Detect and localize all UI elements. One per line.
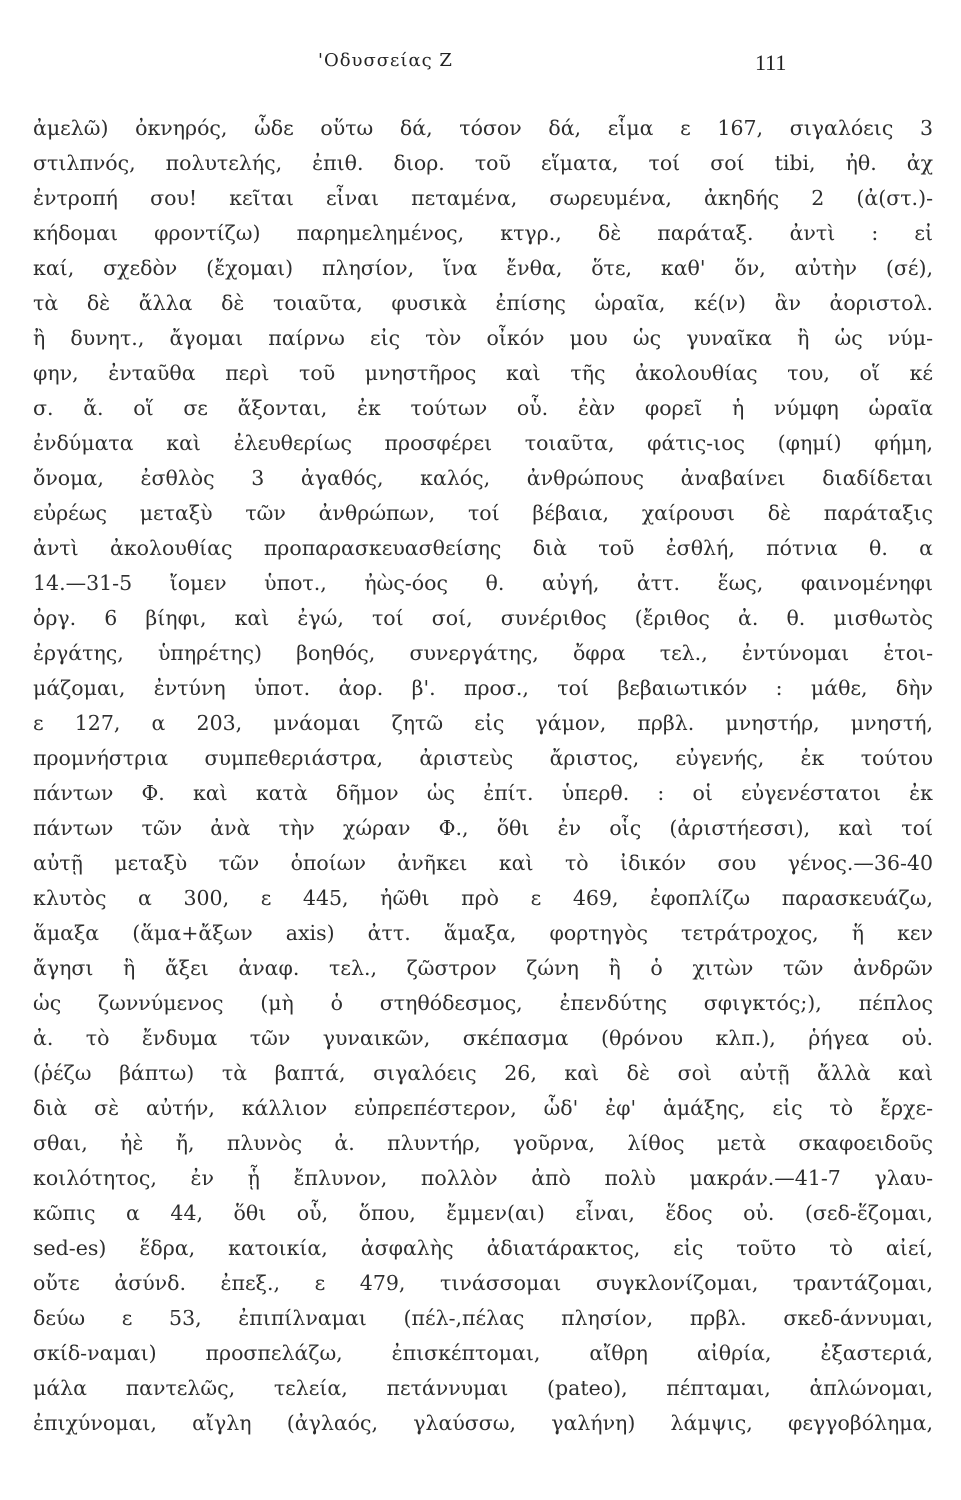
- text-line: ἐπιχύνομαι, αἴγλη (ἀγλαός, γλαύσσω, γαλήνη) λάμψις, φεγγοβόλημα,: [33, 1411, 933, 1435]
- text-line: σ. ἄ. οἵ σε ἄξονται, ἐκ τούτων οὗ. ἐὰν φορεῖ ἡ νύμφη ὡραῖα: [33, 396, 933, 420]
- text-line: αὐτῇ μεταξὺ τῶν ὁποίων ἀνῆκει καὶ τὸ ἰδικόν σου γένος.—36-40: [33, 851, 933, 875]
- text-line: ὡς ζωννύμενος (μὴ ὁ στηθόδεσμος, ἐπενδύτης σφιγκτός;), πέπλος: [33, 991, 933, 1015]
- text-line: 14.—31-5 ἴομεν ὑποτ., ἠὼς-όος θ. αὐγή, ἀττ. ἕως, φαινομένηφι: [33, 571, 933, 595]
- text-line: ὀργ. 6 βίηφι, καὶ ἐγώ, τοί σοί, συνέριθος (ἔριθος ἀ. θ. μισθωτὸς: [33, 606, 933, 630]
- text-line: πάντων τῶν ἀνὰ τὴν χώραν Φ., ὅθι ἐν οἷς (ἀριστήεσσι), καὶ τοί: [33, 816, 933, 840]
- text-line: (ῥέζω βάπτω) τὰ βαπτά, σιγαλόεις 26, καὶ δὲ σοὶ αὐτῇ ἄλλὰ καὶ: [33, 1061, 933, 1085]
- text-line: ἅμαξα (ἅμα+ἄξων axis) ἀττ. ἅμαξα, φορτηγὸς τετράτροχος, ἥ κεν: [33, 921, 933, 945]
- text-line: κλυτὸς α 300, ε 445, ἠῶθι πρὸ ε 469, ἐφοπλίζω παρασκευάζω,: [33, 886, 933, 910]
- text-line: ἀντὶ ἀκολουθίας προπαρασκευασθείσης διὰ τοῦ ἐσθλή, πότνια θ. α: [33, 536, 933, 560]
- text-line: μάζομαι, ἐντύνη ὑποτ. ἀορ. β'. προσ., τοί βεβαιωτικόν : μάθε, δὴν: [33, 676, 933, 700]
- text-line: φην, ἐνταῦθα περὶ τοῦ μνηστῆρος καὶ τῆς ἀκολουθίας του, οἵ κέ: [33, 361, 933, 385]
- text-line: στιλπνός, πολυτελής, ἐπιθ. διορ. τοῦ εἵματα, τοί σοί tibi, ἠθ. ἀχ: [33, 151, 933, 175]
- text-line: εὐρέως μεταξὺ τῶν ἀνθρώπων, τοί βέβαια, χαίρουσι δὲ παράταξις: [33, 501, 933, 525]
- text-line: δεύω ε 53, ἐπιπίλναμαι (πέλ-,πέλας πλησίον, πρβλ. σκεδ-άννυμαι,: [33, 1306, 933, 1330]
- text-line: καί, σχεδὸν (ἔχομαι) πλησίον, ἵνα ἔνθα, ὅτε, καθ' ὅν, αὐτὴν (σέ),: [33, 256, 933, 280]
- text-line: κῶπις α 44, ὅθι οὗ, ὅπου, ἔμμεν(αι) εἶναι, ἕδος οὐ. (σεδ-ἕζομαι,: [33, 1201, 933, 1225]
- text-line: διὰ σὲ αὐτήν, κάλλιον εὐπρεπέστερον, ὧδ' ἐφ' ἁμάξης, εἰς τὸ ἔρχε-: [33, 1096, 933, 1120]
- running-title: 'Οδυσσείας Ζ: [318, 50, 453, 71]
- text-line: τὰ δὲ ἄλλα δὲ τοιαῦτα, φυσικὰ ἐπίσης ὡραῖα, κέ(ν) ἂν ἀοριστολ.: [33, 291, 933, 315]
- text-line: κήδομαι φροντίζω) παρημελημένος, κτγρ., δὲ παράταξ. ἀντὶ : εἰ: [33, 221, 933, 245]
- text-line: ε 127, α 203, μνάομαι ζητῶ εἰς γάμον, πρβλ. μνηστήρ, μνηστή,: [33, 711, 933, 735]
- text-line: προμνήστρια συμπεθεριάστρα, ἀριστεὺς ἄριστος, εὐγενής, ἐκ τούτου: [33, 746, 933, 770]
- text-line: ἐργάτης, ὑπηρέτης) βοηθός, συνεργάτης, ὄφρα τελ., ἐντύνομαι ἑτοι-: [33, 641, 933, 665]
- text-line: σθαι, ἠὲ ἤ, πλυνὸς ἀ. πλυντήρ, γοῦρνα, λίθος μετὰ σκαφοειδοῦς: [33, 1131, 933, 1155]
- text-line: μάλα παντελῶς, τελεία, πετάννυμαι (pateo), πέπταμαι, ἁπλώνομαι,: [33, 1376, 933, 1400]
- text-line: ἀ. τὸ ἔνδυμα τῶν γυναικῶν, σκέπασμα (θρόνου κλπ.), ῥήγεα οὐ.: [33, 1026, 933, 1050]
- text-line: πάντων Φ. καὶ κατὰ δῆμον ὡς ἐπίτ. ὑπερθ. : οἱ εὐγενέστατοι ἐκ: [33, 781, 933, 805]
- text-line: ὄνομα, ἐσθλὸς 3 ἀγαθός, καλός, ἀνθρώπους ἀναβαίνει διαδίδεται: [33, 466, 933, 490]
- text-line: ἐνδύματα καὶ ἐλευθερίως προσφέρει τοιαῦτα, φάτις-ιος (φημί) φήμη,: [33, 431, 933, 455]
- page-number: 111: [755, 50, 787, 75]
- text-line: οὔτε ἀσύνδ. ἐπεξ., ε 479, τινάσσομαι συγκλονίζομαι, τραντάζομαι,: [33, 1271, 933, 1295]
- text-line: ἐντροπή σου! κεῖται εἶναι πεταμένα, σωρευμένα, ἀκηδής 2 (ἀ(στ.)-: [33, 186, 933, 210]
- text-line: ἄγησι ἣ ἄξει ἀναφ. τελ., ζῶστρον ζώνη ἢ ὁ χιτὼν τῶν ἀνδρῶν: [33, 956, 933, 980]
- running-head: [0, 50, 961, 90]
- text-line: ἢ δυνητ., ἄγομαι παίρνω εἰς τὸν οἶκόν μου ὡς γυναῖκα ἢ ὡς νύμ-: [33, 326, 933, 350]
- text-line: sed-es) ἕδρα, κατοικία, ἀσφαλὴς ἀδιατάρακτος, εἰς τοῦτο τὸ αἰεί,: [33, 1236, 933, 1260]
- text-line: σκίδ-ναμαι) προσπελάζω, ἐπισκέπτομαι, αἴθρη αἰθρία, ἐξαστεριά,: [33, 1341, 933, 1365]
- text-line: ἀμελῶ) ὀκνηρός, ὧδε οὕτω δά, τόσον δά, εἷμα ε 167, σιγαλόεις 3: [33, 116, 933, 140]
- text-line: κοιλότητος, ἐν ᾗ ἔπλυνον, πολλὸν ἀπὸ πολὺ μακράν.—41-7 γλαυ-: [33, 1166, 933, 1190]
